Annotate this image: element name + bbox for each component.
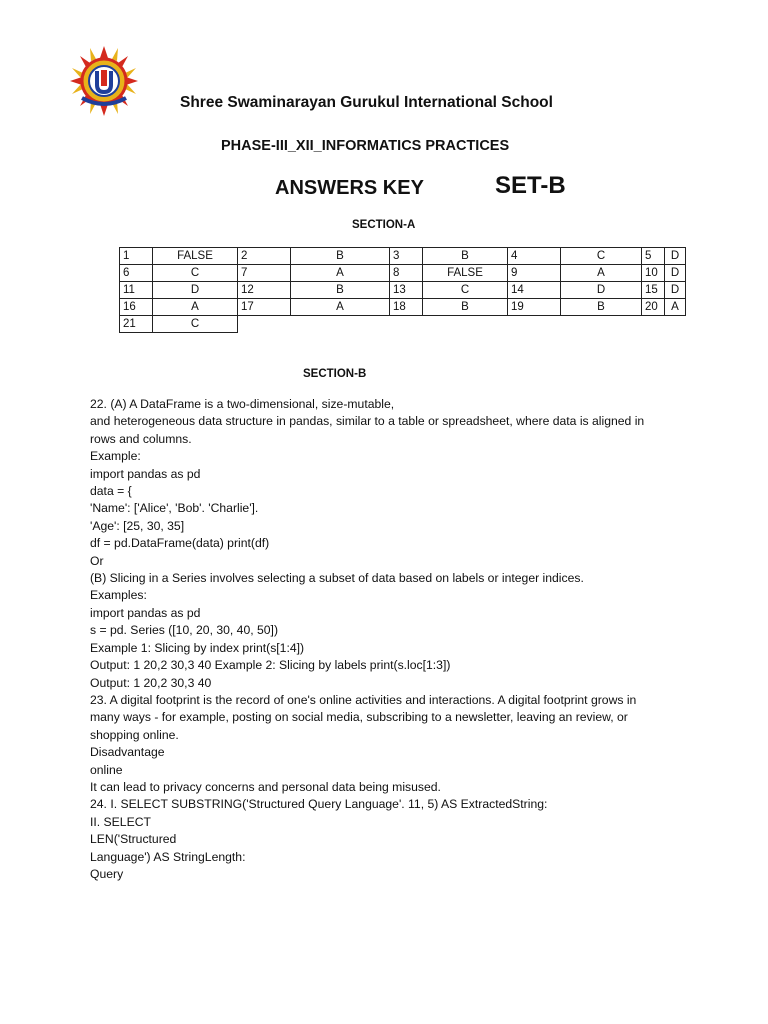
- empty-cell: [665, 316, 686, 333]
- exam-title: PHASE-III_XII_INFORMATICS PRACTICES: [221, 138, 510, 154]
- question-number-cell: 5: [642, 248, 665, 265]
- empty-cell: [423, 316, 508, 333]
- answer-cell: A: [153, 299, 238, 316]
- school-emblem-icon: [68, 44, 140, 118]
- question-number-cell: 16: [120, 299, 153, 316]
- question-number-cell: 7: [238, 265, 291, 282]
- school-name: Shree Swaminarayan Gurukul International School: [180, 94, 553, 111]
- empty-cell: [390, 316, 423, 333]
- answer-text-line: Query: [90, 866, 124, 881]
- answer-cell: A: [291, 299, 390, 316]
- answer-text-line: import pandas as pd: [90, 466, 201, 481]
- answer-text-line: 22. (A) A DataFrame is a two-dimensional, size-mutable,: [90, 397, 395, 411]
- answer-cell: B: [291, 282, 390, 299]
- answer-cell: D: [665, 265, 686, 282]
- answer-cell: B: [291, 248, 390, 265]
- answer-cell: D: [665, 248, 686, 265]
- answer-cell: C: [561, 248, 642, 265]
- answer-key-table: [119, 247, 686, 333]
- question-number-cell: 9: [508, 265, 561, 282]
- table-row: [120, 282, 686, 299]
- answer-cell: C: [423, 282, 508, 299]
- answer-cell: D: [153, 282, 238, 299]
- answer-text-line: Language') AS StringLength:: [90, 849, 246, 864]
- answer-text-line: shopping online.: [90, 727, 179, 742]
- table-row: [120, 265, 686, 282]
- question-number-cell: 17: [238, 299, 291, 316]
- answer-cell: A: [561, 265, 642, 282]
- answer-text-line: (B) Slicing in a Series involves selecting a subset of data based on labels or integer indices.: [90, 571, 584, 586]
- question-number-cell: 2: [238, 248, 291, 265]
- answer-text-line: Output: 1 20,2 30,3 40 Example 2: Slicing by labels print(s.loc[1:3]): [90, 658, 451, 673]
- answer-text-line: II. SELECT: [90, 814, 151, 829]
- answer-text-line: 23. A digital footprint is the record of one's online activities and interactions. A digital footprint grows in: [90, 692, 637, 707]
- answer-text-line: Output: 1 20,2 30,3 40: [90, 675, 212, 690]
- question-number-cell: 13: [390, 282, 423, 299]
- question-number-cell: 14: [508, 282, 561, 299]
- answer-text-line: rows and columns.: [90, 431, 192, 446]
- answer-text-line: df = pd.DataFrame(data) print(df): [90, 536, 270, 551]
- question-number-cell: 20: [642, 299, 665, 316]
- question-number-cell: 6: [120, 265, 153, 282]
- question-number-cell: 15: [642, 282, 665, 299]
- answer-text-line: s = pd. Series ([10, 20, 30, 40, 50]): [90, 623, 279, 638]
- answer-text-line: Or: [90, 553, 104, 568]
- set-label: SET-B: [495, 172, 566, 199]
- answer-cell: D: [665, 282, 686, 299]
- answer-text-line: data = {: [90, 484, 132, 499]
- question-number-cell: 10: [642, 265, 665, 282]
- answer-text-line: 'Name': ['Alice', 'Bob'. 'Charlie'].: [90, 501, 259, 516]
- answer-text-line: import pandas as pd: [90, 605, 201, 620]
- section-b-answers: [90, 396, 690, 883]
- answer-text-line: many ways - for example, posting on social media, subscribing to a newsletter, leaving an review, or: [90, 710, 628, 725]
- empty-cell: [291, 316, 390, 333]
- question-number-cell: 3: [390, 248, 423, 265]
- section-b-heading: SECTION-B: [303, 368, 367, 380]
- question-number-cell: 1: [120, 248, 153, 265]
- empty-cell: [561, 316, 642, 333]
- answer-text-line: 'Age': [25, 30, 35]: [90, 518, 185, 533]
- empty-cell: [508, 316, 561, 333]
- question-number-cell: 8: [390, 265, 423, 282]
- table-row: [120, 316, 686, 333]
- section-a-heading: SECTION-A: [352, 219, 416, 231]
- answer-cell: A: [291, 265, 390, 282]
- empty-cell: [238, 316, 291, 333]
- answer-text-line: Disadvantage: [90, 745, 165, 760]
- answer-cell: D: [561, 282, 642, 299]
- question-number-cell: 19: [508, 299, 561, 316]
- answer-cell: FALSE: [423, 265, 508, 282]
- answer-cell: B: [561, 299, 642, 316]
- answer-text-line: 24. I. SELECT SUBSTRING('Structured Query Language'. 11, 5) AS ExtractedString:: [90, 797, 548, 812]
- answer-text-line: LEN('Structured: [90, 832, 177, 847]
- answer-text-line: It can lead to privacy concerns and personal data being misused.: [90, 779, 441, 794]
- answer-text-line: Example 1: Slicing by index print(s[1:4]): [90, 640, 305, 655]
- answer-cell: B: [423, 299, 508, 316]
- answer-cell: C: [153, 265, 238, 282]
- answer-cell: A: [665, 299, 686, 316]
- empty-cell: [642, 316, 665, 333]
- question-number-cell: 12: [238, 282, 291, 299]
- answer-text-line: Example:: [90, 449, 141, 464]
- answer-text-line: Examples:: [90, 588, 147, 603]
- table-row: [120, 299, 686, 316]
- answer-cell: C: [153, 316, 238, 333]
- question-number-cell: 4: [508, 248, 561, 265]
- table-row: [120, 248, 686, 265]
- question-number-cell: 18: [390, 299, 423, 316]
- question-number-cell: 11: [120, 282, 153, 299]
- answer-text-line: online: [90, 762, 123, 777]
- page-title: ANSWERS KEY: [275, 177, 424, 199]
- answer-cell: B: [423, 248, 508, 265]
- answer-text-line: and heterogeneous data structure in pandas, similar to a table or spreadsheet, where data is aligned in: [90, 414, 645, 429]
- answer-cell: FALSE: [153, 248, 238, 265]
- question-number-cell: 21: [120, 316, 153, 333]
